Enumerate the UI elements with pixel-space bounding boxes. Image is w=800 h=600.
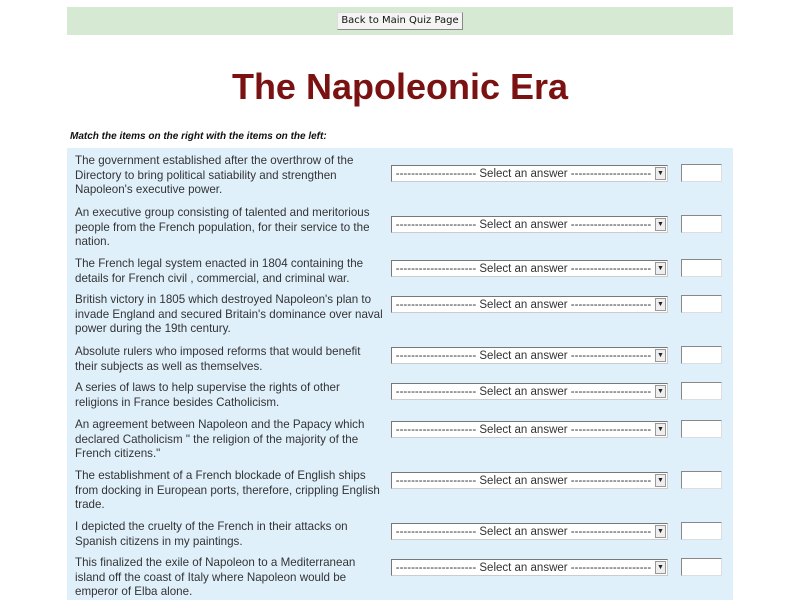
- answer-select[interactable]: [391, 260, 668, 277]
- dropdown-arrow-icon: ▼: [655, 423, 666, 436]
- answer-select[interactable]: [391, 421, 668, 438]
- question-text: This finalized the exile of Napoleon to a Mediterranean island off the coast of Italy where Napoleon would be emperor of Elba alone.: [75, 556, 356, 599]
- question-text: British victory in 1805 which destroyed Napoleon's plan to invade England and secured Britain's dominance over naval power during the 19th century.: [75, 293, 383, 336]
- question-text: The government established after the overthrow of the Directory to bring political satiability and strengthen Napoleon's executive power.: [75, 154, 354, 197]
- answer-letter-input[interactable]: [681, 346, 722, 364]
- answer-letter-input[interactable]: [681, 164, 722, 182]
- instructions: Match the items on the right with the items on the left:: [70, 131, 327, 142]
- dropdown-arrow-icon: ▼: [655, 167, 666, 180]
- question-text: I depicted the cruelty of the French in their attacks on Spanish citizens in my paintings.: [75, 520, 348, 548]
- answer-select[interactable]: [391, 523, 668, 540]
- select-placeholder: --------------------- Select an answer ---------------------: [395, 262, 652, 275]
- page-title: The Napoleonic Era: [231, 66, 569, 107]
- question-text: An agreement between Napoleon and the Papacy which declared Catholicism " the religion of the majority of the French citizens.": [75, 418, 365, 461]
- select-placeholder: --------------------- Select an answer ---------------------: [395, 298, 652, 311]
- top-nav-bar: [67, 7, 733, 35]
- dropdown-arrow-icon: ▼: [655, 298, 666, 311]
- dropdown-arrow-icon: ▼: [655, 349, 666, 362]
- select-placeholder: --------------------- Select an answer ---------------------: [395, 474, 652, 487]
- select-placeholder: --------------------- Select an answer ---------------------: [395, 349, 652, 362]
- answer-letter-input[interactable]: [681, 420, 722, 438]
- question-text: The French legal system enacted in 1804 containing the details for French civil , commercial, and criminal war.: [75, 257, 364, 285]
- dropdown-arrow-icon: ▼: [655, 218, 666, 231]
- select-placeholder: --------------------- Select an answer ---------------------: [395, 561, 652, 574]
- answer-select[interactable]: [391, 559, 668, 576]
- question-text: A series of laws to help supervise the rights of other religions in France besides Catholicism.: [75, 381, 340, 409]
- answer-select[interactable]: [391, 165, 668, 182]
- back-to-main-quiz-button[interactable]: Back to Main Quiz Page: [337, 12, 462, 30]
- select-placeholder: --------------------- Select an answer ---------------------: [395, 525, 652, 538]
- answer-letter-input[interactable]: [681, 522, 722, 540]
- select-placeholder: --------------------- Select an answer ---------------------: [395, 167, 652, 180]
- question-text: Absolute rulers who imposed reforms that would benefit their subjects as well as themselves.: [75, 345, 361, 373]
- answer-select[interactable]: [391, 347, 668, 364]
- dropdown-arrow-icon: ▼: [655, 561, 666, 574]
- dropdown-arrow-icon: ▼: [655, 385, 666, 398]
- answer-letter-input[interactable]: [681, 471, 722, 489]
- answer-select[interactable]: [391, 296, 668, 313]
- select-placeholder: --------------------- Select an answer ---------------------: [395, 423, 652, 436]
- answer-letter-input[interactable]: [681, 558, 722, 576]
- select-placeholder: --------------------- Select an answer ---------------------: [395, 385, 652, 398]
- answer-select[interactable]: [391, 216, 668, 233]
- question-text: The establishment of a French blockade of English ships from docking in European ports, therefore, crippling English trade.: [75, 469, 380, 512]
- answer-select[interactable]: [391, 472, 668, 489]
- dropdown-arrow-icon: ▼: [655, 262, 666, 275]
- answer-letter-input[interactable]: [681, 259, 722, 277]
- answer-letter-input[interactable]: [681, 295, 722, 313]
- dropdown-arrow-icon: ▼: [655, 474, 666, 487]
- dropdown-arrow-icon: ▼: [655, 525, 666, 538]
- matching-panel: [67, 148, 733, 600]
- answer-letter-input[interactable]: [681, 382, 722, 400]
- select-placeholder: --------------------- Select an answer ---------------------: [395, 218, 652, 231]
- answer-letter-input[interactable]: [681, 215, 722, 233]
- answer-select[interactable]: [391, 383, 668, 400]
- question-text: An executive group consisting of talented and meritorious people from the French population, for their service to the nation.: [75, 206, 370, 249]
